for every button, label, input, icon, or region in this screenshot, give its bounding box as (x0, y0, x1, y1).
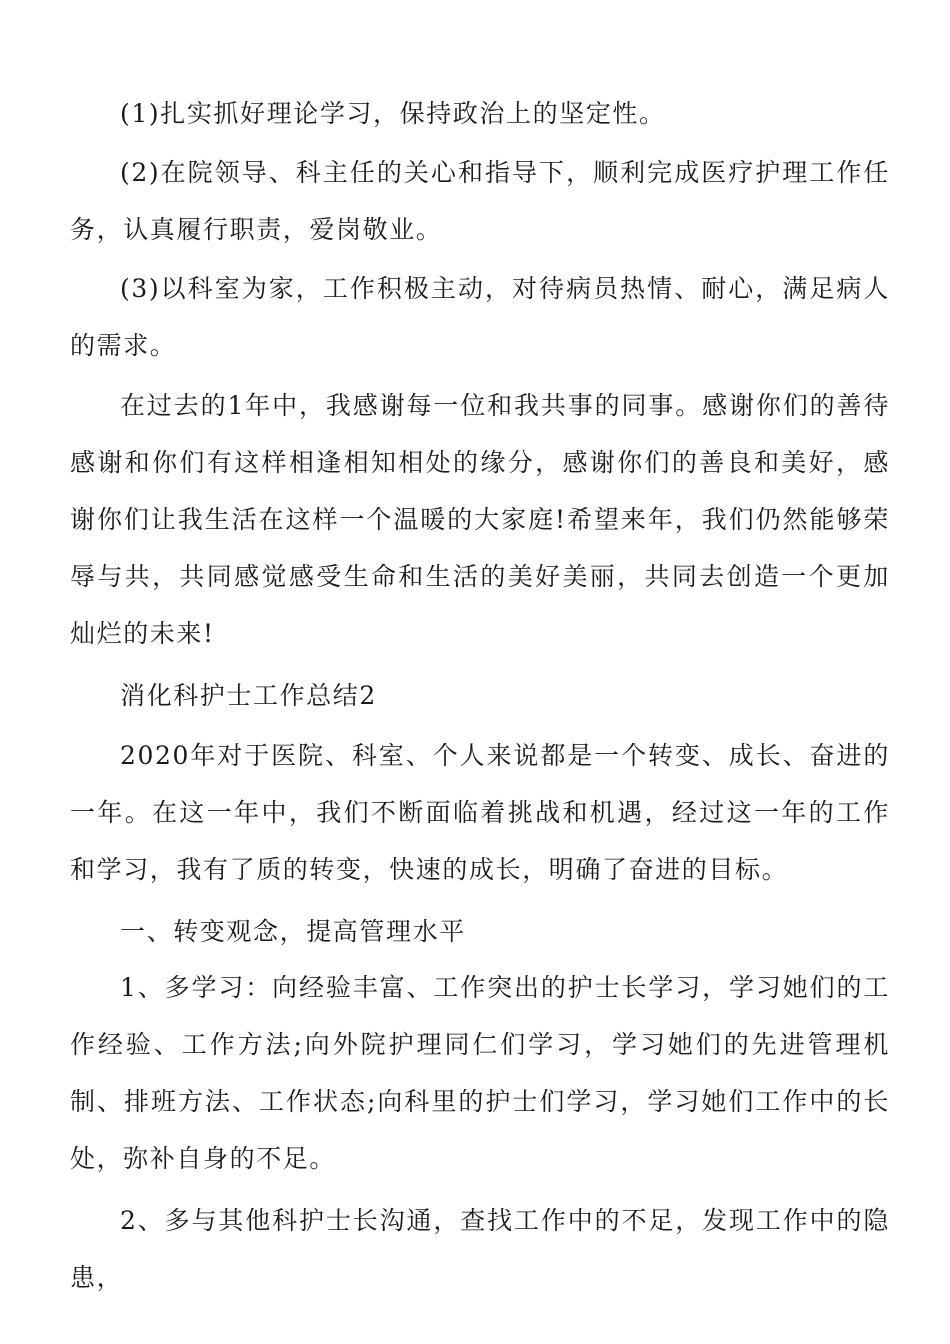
paragraph-theory-study: (1)扎实抓好理论学习，保持政治上的坚定性。 (120, 99, 666, 128)
paragraph-year-summary: 2020年对于医院、科室、个人来说都是一个转变、成长、奋进的一年。在这一年中，我们不断面临着挑战和机遇，经过这一年的工作和学习，我有了质的转变，快速的成长，明确了奋进的目标。 (70, 741, 890, 884)
paragraph-patient-care: (3)以科室为家，工作积极主动，对待病员热情、耐心，满足病人的需求。 (70, 274, 890, 360)
paragraph-gratitude: 在过去的1年中，我感谢每一位和我共事的同事。感谢你们的善待感谢和你们有这样相逢相知相处的缘分，感谢你们的善良和美好，感谢你们让我生活在这样一个温暖的大家庭!希望来年，我们仍然能够荣辱与共，共同感觉感受生命和生活的美好美丽，共同去创造一个更加灿烂的未来! (70, 391, 890, 648)
list-item-communication: 2、多与其他科护士长沟通，查找工作中的不足，发现工作中的隐患， (70, 1206, 890, 1292)
section-heading: 一、转变观念，提高管理水平 (120, 917, 466, 946)
section-title: 消化科护士工作总结2 (120, 681, 377, 710)
list-item-study: 1、多学习：向经验丰富、工作突出的护士长学习，学习她们的工作经验、工作方法;向外院护理同仁们学习，学习她们的先进管理机制、排班方法、工作状态;向科里的护士们学习，学习她们工作中的长处，弥补自身的不足。 (70, 973, 890, 1173)
paragraph-nursing-tasks: (2)在院领导、科主任的关心和指导下，顺利完成医疗护理工作任务，认真履行职责，爱岗敬业。 (70, 158, 890, 244)
